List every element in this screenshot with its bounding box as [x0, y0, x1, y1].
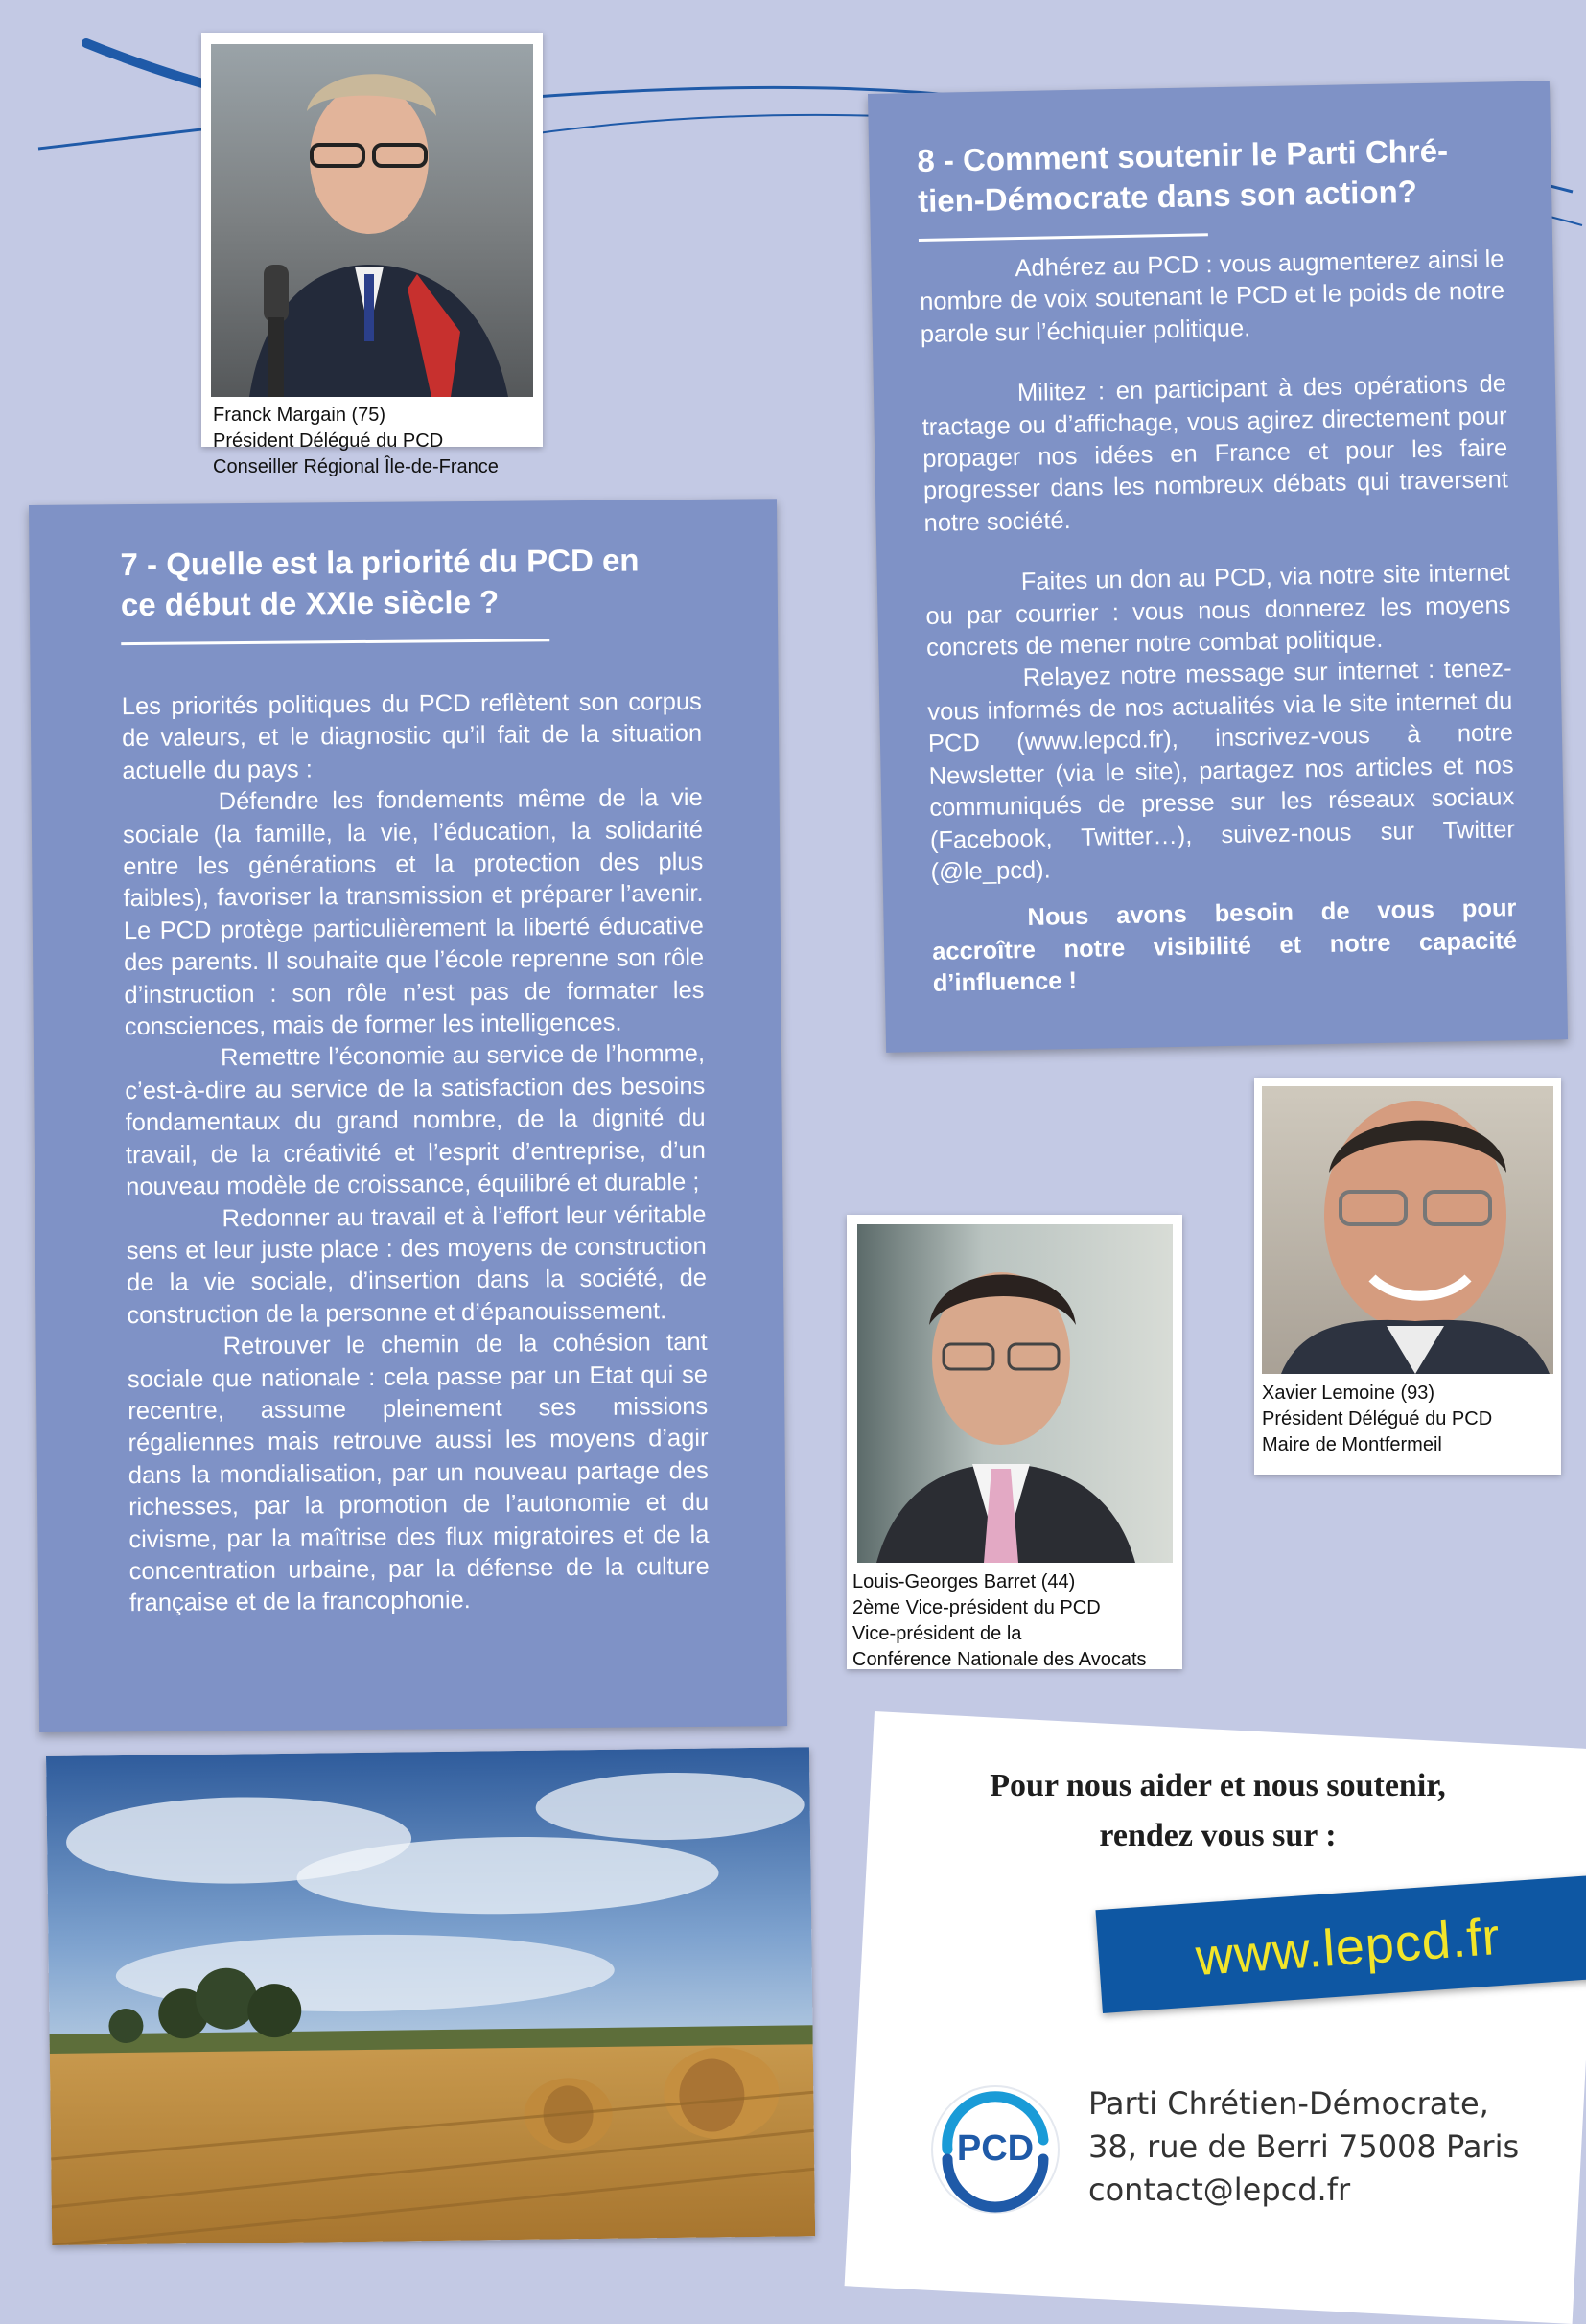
section-8-panel	[868, 81, 1568, 1052]
paragraph-cohesion: Retrouver le chemin de la cohésion tant sociale que nationale : cela passe par un Etat qui se recentre, assume pleinement ses missions régaliennes mais retrouve aussi les moyens d’agir dans la mondialisation, par un nouveau partage des richesses, par la promotion de l’autonomie et du civisme, par la maîtrise des flux migratoires et de la concentration urbaine, par la défense de la culture française et de la francophonie.	[127, 1328, 710, 1617]
address-email[interactable]: contact@lepcd.fr	[1088, 2172, 1351, 2208]
profile-card-barret	[847, 1215, 1182, 1669]
section-7-title: 7 - Quelle est la priorité du PCD en ce début de XXIe siècle ?	[120, 542, 640, 623]
portrait-barret	[857, 1224, 1173, 1563]
section-7-body	[122, 686, 710, 1620]
title-underline	[919, 233, 1208, 242]
address-org: Parti Chrétien-Démocrate,	[1088, 2085, 1489, 2122]
paragraph-defend: Défendre les fondements même de la vie sociale (la famille, la vie, l’éducation, la solidarité entre les générations et la protection des plus faibles), favoriser la transmission et préparer l’avenir. Le PCD protège particulièrement la liberté éducative des parents. Il souhaite que l’école reprenne son rôle d’instruction : son rôle n’est pas de formater les consciences, mais de former les intelligences.	[122, 784, 705, 1041]
section-8-title: 8 - Comment soutenir le Parti Chré- tien-Démocrate dans son action?	[916, 132, 1449, 220]
paragraph-work: Redonner au travail et à l’effort leur véritable sens et leur juste place : des moyens de construction de la vie sociale, d’insertion dans la société, de construction de la personne et d’épanouissement.	[126, 1200, 708, 1329]
caption-role-2: Conseiller Régional Île-de-France	[213, 456, 499, 477]
caption-role-2: Maire de Montfermeil	[1262, 1434, 1442, 1455]
caption-name: Louis-Georges Barret (44)	[852, 1571, 1076, 1592]
logo-text: PCD	[956, 2128, 1035, 2169]
paragraph-militate: Militez : en participant à des opérations de tractage ou d’affichage, vous agirez directement pour propager nos idées en France et pour les faire progresser dans les nombreux débats qui traversent notre société.	[921, 370, 1509, 537]
caption-role: 2ème Vice-président du PCD	[852, 1597, 1101, 1618]
portrait-lemoine	[1262, 1086, 1553, 1374]
website-link[interactable]: www.lepcd.fr	[1194, 1907, 1503, 1987]
profile-card-margain	[201, 33, 543, 477]
caption-role-2: Vice-président de la	[852, 1623, 1022, 1644]
caption-name: Xavier Lemoine (93)	[1262, 1383, 1435, 1404]
support-line-2: rendez vous sur :	[1099, 1818, 1337, 1853]
profile-card-lemoine	[1254, 1078, 1561, 1475]
title-underline	[121, 639, 549, 645]
pcd-logo	[928, 2082, 1062, 2217]
contact-address	[1088, 2082, 1519, 2212]
caption-margain	[213, 403, 499, 480]
paragraph-economy: Remettre l’économie au service de l’homme, c’est-à-dire au service de la satisfaction des besoins fondamentaux du grand nombre, de la dignité du travail, de la créativité et l’esprit d’entreprise, d’un nouveau modèle de croissance, équilibré et durable ;	[125, 1040, 707, 1201]
caption-role-3: Conférence Nationale des Avocats	[852, 1649, 1147, 1670]
paragraph-relay: Relayez notre message sur internet : tenez-vous informés de nos actualités via le site internet du PCD (www.lepcd.fr), inscrivez-vous à notre Newsletter (via le site), partagez nos articles et nos communiqués de presse sur les réseaux sociaux (Facebook, Twitter…), suivez-nous sur Twitter (@le_pcd).	[927, 655, 1516, 886]
section-7-panel	[29, 499, 787, 1732]
paragraph-call-to-action: Nous avons besoin de vous pour accroître notre visibilité et notre capacité d’influence !	[931, 895, 1518, 997]
caption-role: Président Délégué du PCD	[213, 430, 444, 452]
caption-name: Franck Margain (75)	[213, 405, 386, 426]
caption-barret	[852, 1569, 1147, 1673]
section-8-body	[919, 244, 1518, 1000]
landscape-photo	[46, 1747, 815, 2245]
paragraph-intro: Les priorités politiques du PCD reflètent son corpus de valeurs, et le diagnostic qu’il fait de la situation actuelle du pays :	[121, 687, 703, 784]
address-street: 38, rue de Berri 75008 Paris	[1088, 2128, 1520, 2165]
paragraph-join: Adhérez au PCD : vous augmenterez ainsi le nombre de voix soutenant le PCD et le poids de notre parole sur l’échiquier politique.	[919, 245, 1505, 348]
support-line-1: Pour nous aider et nous soutenir,	[990, 1768, 1446, 1803]
portrait-margain	[211, 44, 533, 397]
caption-role: Président Délégué du PCD	[1262, 1408, 1493, 1429]
paragraph-donate: Faites un don au PCD, via notre site internet ou par courrier : vous nous donnerez les moyens concrets de mener notre combat politique.	[925, 559, 1511, 662]
caption-lemoine	[1262, 1381, 1492, 1458]
